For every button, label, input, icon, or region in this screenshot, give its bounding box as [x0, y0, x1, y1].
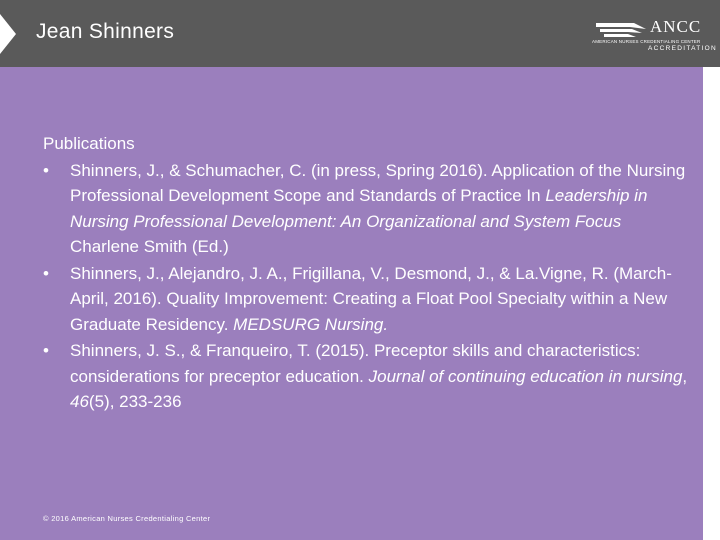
list-item — [43, 261, 693, 338]
publication-text: Shinners, J. S., & Franqueiro, T. (2015). Preceptor skills and characteristics: considerations for preceptor education. — [70, 341, 641, 386]
ancc-logo — [592, 17, 718, 53]
publication-title: MEDSURG Nursing. — [233, 314, 389, 334]
section-heading: Publications — [43, 134, 135, 153]
publication-title: Journal of continuing education in nursing — [368, 366, 683, 386]
slide-title: Jean Shinners — [36, 20, 175, 43]
logo-name: ANCC — [650, 17, 702, 36]
footer-copyright: © 2016 American Nurses Credentialing Center — [43, 514, 211, 523]
logo-subtitle: AMERICAN NURSES CREDENTIALING CENTER — [592, 39, 701, 44]
wings-icon — [594, 19, 650, 39]
bullet-icon: • — [43, 160, 49, 180]
publication-list — [43, 158, 693, 415]
publication-pages: (5), 233-236 — [88, 392, 182, 411]
bullet-icon: • — [43, 341, 49, 360]
publication-tail: , — [682, 366, 688, 386]
arrow-icon — [0, 14, 16, 54]
logo-tagline: ACCREDITATION — [648, 45, 718, 52]
publication-volume: 46 — [70, 392, 89, 411]
publication-title: Leadership in Nursing Professional Development: An Organizational and System Focus — [70, 186, 648, 231]
content-area — [43, 131, 693, 416]
publication-text: Shinners, J., Alejandro, J. A., Frigillana, V., Desmond, J., & La.Vigne, R. (March-April, 2016). Quality Improvement: Creating a Float Pool Specialty within a New Graduate Residency. — [70, 263, 672, 334]
publication-text: Shinners, J., & Schumacher, C. (in press, Spring 2016). Application of the Nursing Professional Development Scope and Standards of Practice In — [70, 160, 686, 205]
list-item — [43, 158, 693, 260]
bullet-icon: • — [43, 263, 49, 283]
right-edge-strip — [703, 67, 720, 540]
header-bar — [0, 0, 720, 67]
list-item — [43, 338, 693, 415]
publication-tail: Charlene Smith (Ed.) — [70, 237, 229, 256]
